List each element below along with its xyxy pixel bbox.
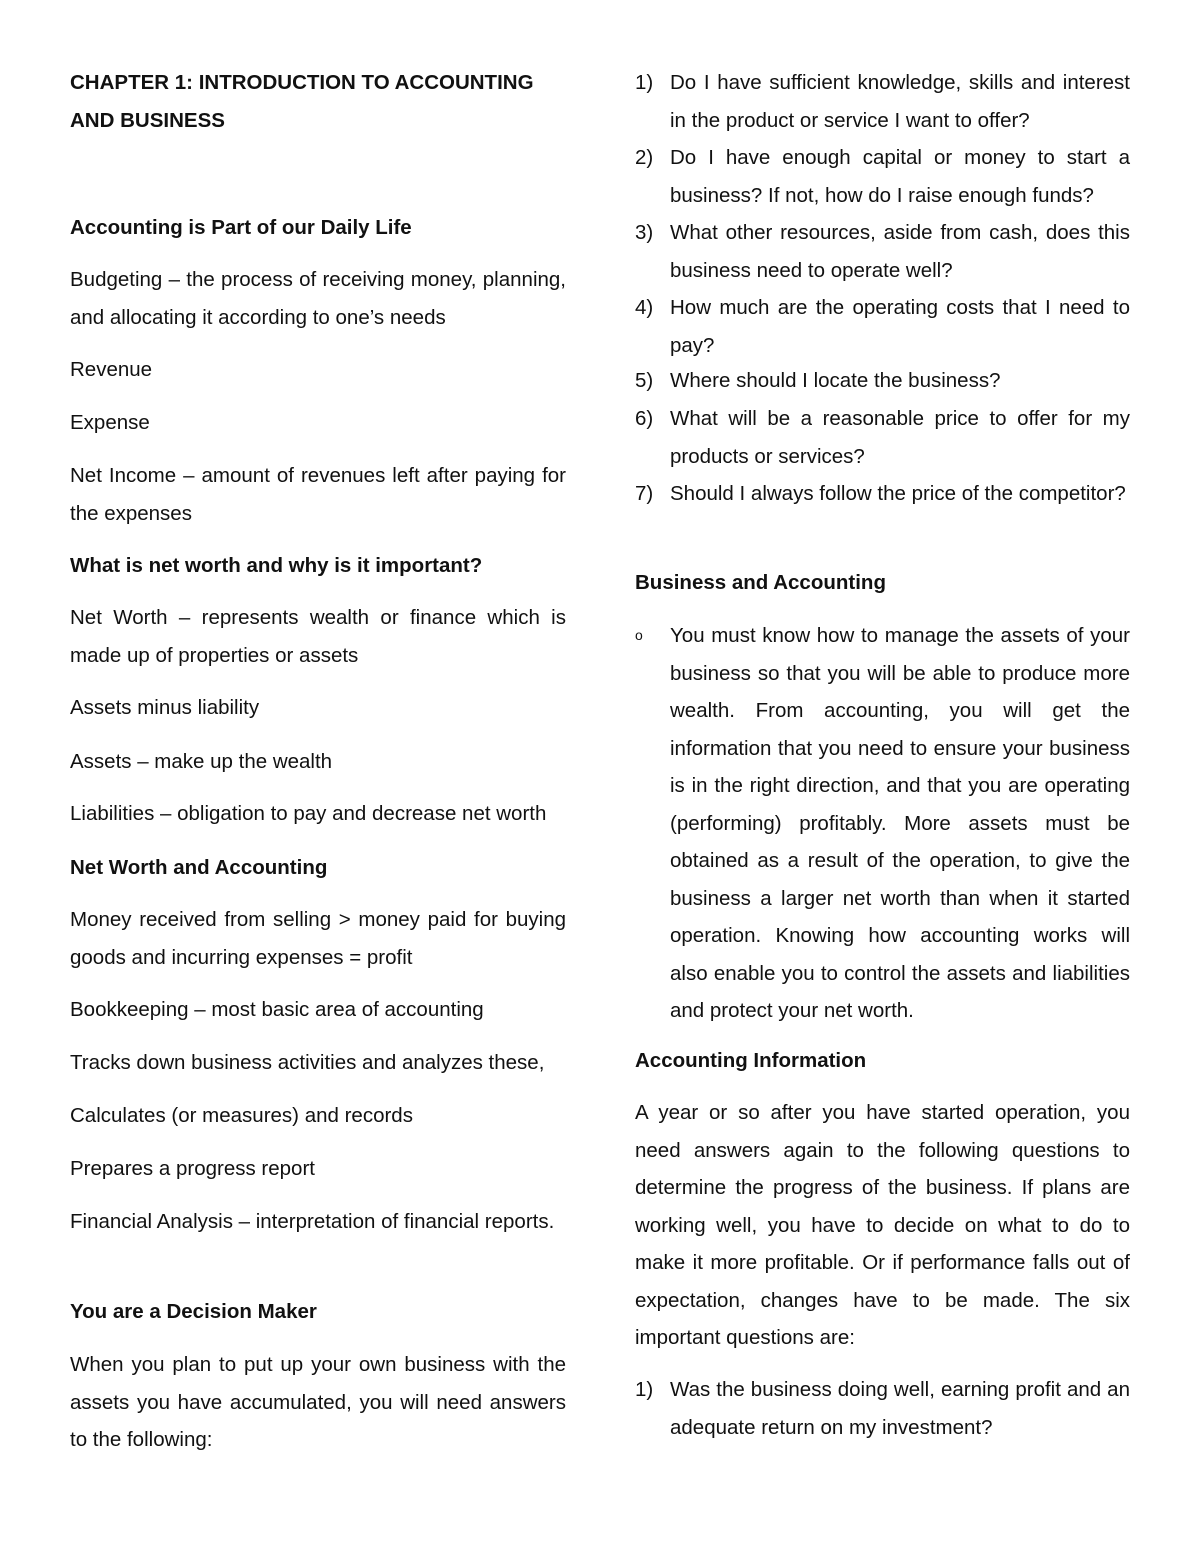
- paragraph-assets: Assets – make up the wealth: [70, 750, 333, 773]
- list-item: [635, 289, 1130, 364]
- paragraph-expense: Expense: [70, 411, 150, 434]
- paragraph-money-received: Money received from selling > money paid for buying goods and incurring expenses = profit: [70, 908, 566, 969]
- paragraph-tracks: Tracks down business activities and analyzes these,: [70, 1051, 545, 1074]
- heading-daily-life: Accounting is Part of our Daily Life: [70, 216, 412, 239]
- list-item: [635, 475, 1130, 513]
- paragraph-assets-minus-liability: Assets minus liability: [70, 696, 260, 719]
- paragraph-calculates: Calculates (or measures) and records: [70, 1104, 413, 1127]
- list-item-text: Do I have enough capital or money to start a business? If not, how do I raise enough funds?: [670, 146, 1130, 207]
- list-number: 1): [635, 1378, 654, 1401]
- list-item-text: Where should I locate the business?: [670, 369, 1001, 392]
- heading-net-worth-question: What is net worth and why is it important?: [70, 554, 483, 577]
- paragraph-bookkeeping: Bookkeeping – most basic area of accounting: [70, 998, 484, 1021]
- list-item-text: Should I always follow the price of the competitor?: [670, 482, 1126, 505]
- list-number: 2): [635, 146, 654, 169]
- list-item: [635, 214, 1130, 289]
- list-item: [635, 64, 1130, 139]
- paragraph-liabilities: Liabilities – obligation to pay and decrease net worth: [70, 802, 547, 825]
- list-item-text: Was the business doing well, earning profit and an adequate return on my investment?: [670, 1378, 1130, 1439]
- heading-decision-maker: You are a Decision Maker: [70, 1300, 317, 1323]
- list-item-text: What will be a reasonable price to offer for my products or services?: [670, 407, 1130, 468]
- paragraph-revenue: Revenue: [70, 358, 153, 381]
- list-item-text: What other resources, aside from cash, does this business need to operate well?: [670, 221, 1130, 282]
- list-item: [635, 362, 1130, 400]
- chapter-title: CHAPTER 1: INTRODUCTION TO ACCOUNTING AND BUSINESS: [70, 71, 534, 132]
- list-item-text: How much are the operating costs that I need to pay?: [670, 296, 1130, 357]
- list-number: 3): [635, 221, 654, 244]
- heading-net-worth-accounting: Net Worth and Accounting: [70, 856, 328, 879]
- paragraph-net-income: Net Income – amount of revenues left after paying for the expenses: [70, 464, 566, 525]
- paragraph-prepares: Prepares a progress report: [70, 1157, 315, 1180]
- bullet-text: You must know how to manage the assets of your business so that you will be able to produce more wealth. From accounting, you will get the information that you need to ensure your business is in the right direction, and that you are operating (performing) profitably. More assets must be obtained as a result of the operation, to give the business a larger net worth than when it started operation. Knowing how accounting works will also enable you to control the assets and liabilities and protect your net worth.: [670, 624, 1130, 1022]
- paragraph-year-or-so: A year or so after you have started operation, you need answers again to the following questions to determine the progress of the business. If plans are working well, you have to decide on what to do to make it more profitable. Or if performance falls out of expectation, changes have to be made. The six important questions are:: [635, 1101, 1130, 1349]
- list-item: [635, 400, 1130, 475]
- heading-accounting-information: Accounting Information: [635, 1049, 867, 1072]
- list-item: [635, 1371, 1130, 1446]
- paragraph-net-worth: Net Worth – represents wealth or finance which is made up of properties or assets: [70, 606, 566, 667]
- list-item: [635, 139, 1130, 214]
- bullet-item: [635, 617, 1130, 1030]
- paragraph-financial-analysis: Financial Analysis – interpretation of financial reports.: [70, 1210, 555, 1233]
- list-number: 5): [635, 369, 654, 392]
- list-number: 7): [635, 482, 654, 505]
- bullet-marker: o: [635, 627, 643, 643]
- heading-business-accounting: Business and Accounting: [635, 571, 886, 594]
- list-number: 1): [635, 71, 654, 94]
- list-item-text: Do I have sufficient knowledge, skills and interest in the product or service I want to offer?: [670, 71, 1130, 132]
- list-number: 6): [635, 407, 654, 430]
- paragraph-budgeting: Budgeting – the process of receiving money, planning, and allocating it according to one’s needs: [70, 268, 566, 329]
- paragraph-when-you-plan: When you plan to put up your own business with the assets you have accumulated, you will need answers to the following:: [70, 1353, 566, 1451]
- list-number: 4): [635, 296, 654, 319]
